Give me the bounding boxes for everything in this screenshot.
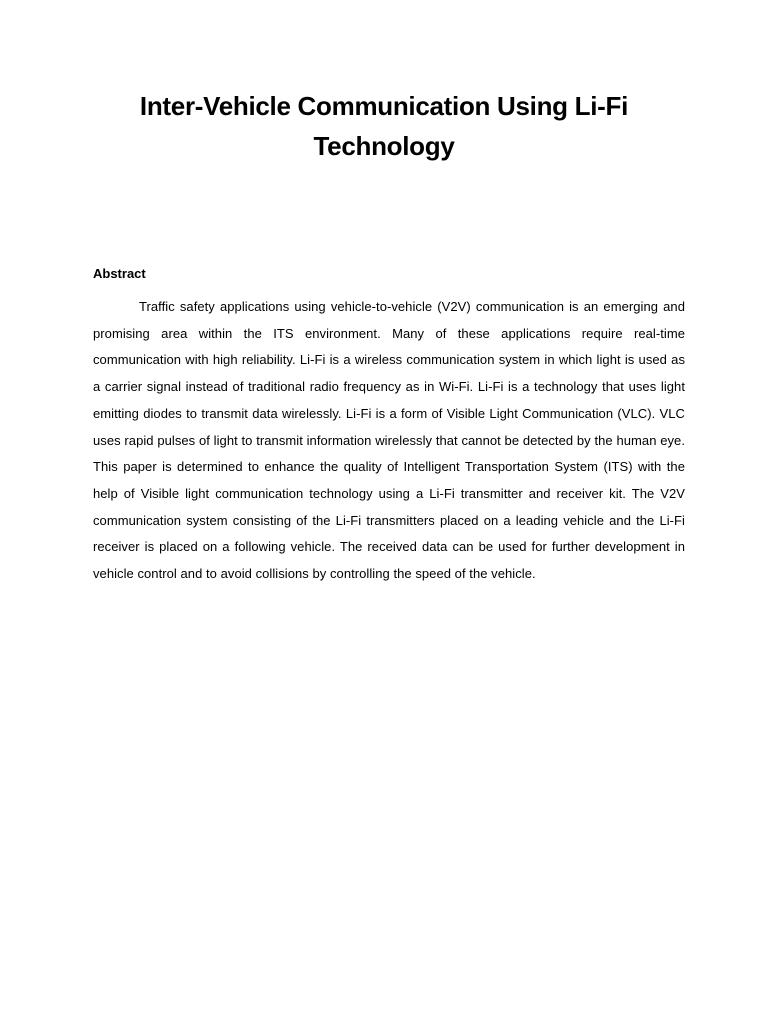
abstract-paragraph: Traffic safety applications using vehicle-to-vehicle (V2V) communication is an emerging and promising area within the ITS environment. Many of these applications require real-time communication with high reliability. Li-Fi is a wireless communication system in which light is used as a carrier signal instead of traditional radio frequency as in Wi-Fi. Li-Fi is a technology that uses light emitting diodes to transmit data wirelessly. Li-Fi is a form of Visible Light Communication (VLC). VLC uses rapid pulses of light to transmit information wirelessly that cannot be detected by the human eye. This paper is determined to enhance the quality of Intelligent Transportation System (ITS) with the help of Visible light communication technology using a Li-Fi transmitter and receiver kit. The V2V communication system consisting of the Li-Fi transmitters placed on a leading vehicle and the Li-Fi receiver is placed on a following vehicle. The received data can be used for further development in vehicle control and to avoid collisions by controlling the speed of the vehicle. <box>93 299 685 582</box>
abstract-heading: Abstract <box>93 266 146 281</box>
document-title: Inter-Vehicle Communication Using Li-Fi Technology <box>139 91 629 161</box>
